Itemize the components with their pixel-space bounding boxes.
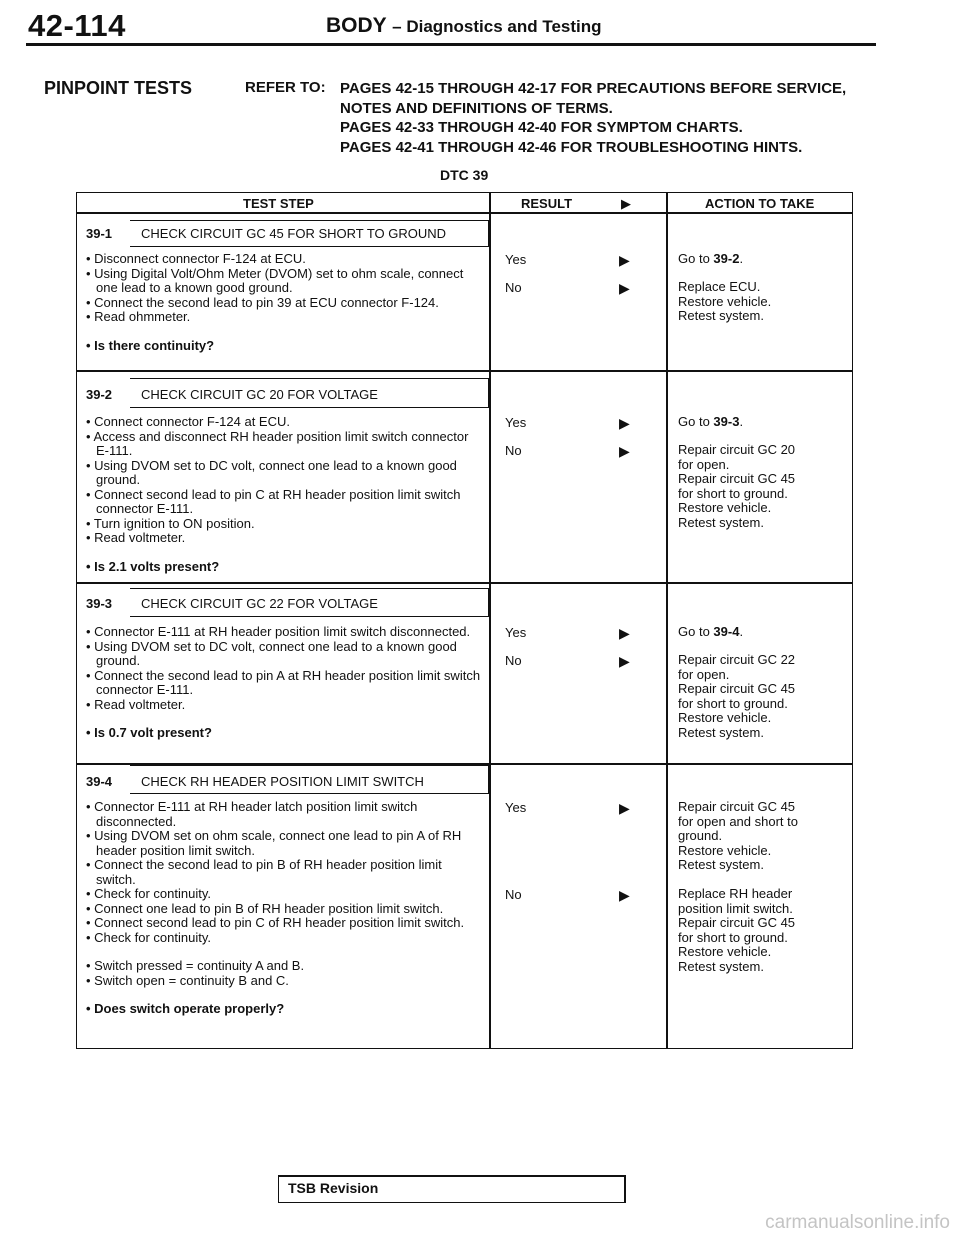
- row-divider: [76, 370, 853, 372]
- instruction-item: • Read voltmeter.: [86, 696, 186, 712]
- step-instructions: [86, 252, 481, 353]
- instruction-item: • Using DVOM set to DC volt, connect one lead to a known good ground.: [86, 638, 457, 668]
- refer-line: PAGES 42-41 THROUGH 42-46 FOR TROUBLESHOOTING HINTS.: [340, 138, 803, 156]
- action-suffix: .: [739, 414, 744, 429]
- step-title: CHECK CIRCUIT GC 22 FOR VOLTAGE: [141, 596, 378, 611]
- step-number: 39-4: [86, 774, 113, 789]
- step-instructions: [86, 800, 481, 1017]
- action-step-ref: 39-4: [713, 624, 740, 639]
- step-number: 39-2: [86, 387, 113, 402]
- step-title: CHECK CIRCUIT GC 20 FOR VOLTAGE: [141, 387, 378, 402]
- arrow-right-icon: ▶: [619, 625, 630, 641]
- instruction-item: • Check for continuity.: [86, 929, 211, 945]
- action-step-ref: 39-2: [713, 251, 740, 266]
- refer-line: NOTES AND DEFINITIONS OF TERMS.: [340, 99, 613, 117]
- instruction-item: • Read voltmeter.: [86, 530, 186, 545]
- refer-label: REFER TO:: [245, 79, 326, 96]
- column-header-test-step: TEST STEP: [243, 196, 314, 211]
- spacer: [86, 945, 481, 959]
- action-prefix: Go to: [678, 624, 714, 639]
- instruction-item: • Check for continuity.: [86, 886, 211, 901]
- arrow-right-icon: ▶: [619, 653, 630, 669]
- step-question: • Does switch operate properly?: [86, 1001, 285, 1016]
- instruction-item: • Connector E-111 at RH header position limit switch disconnected.: [86, 624, 471, 639]
- instruction-item: • Connect connector F-124 at ECU.: [86, 414, 290, 429]
- step-question: • Is 2.1 volts present?: [86, 558, 220, 574]
- step-number: 39-3: [86, 596, 113, 611]
- instruction-item: • Read ohmmeter.: [86, 309, 191, 324]
- action-text: Repair circuit GC 45 for open and short to ground. Restore vehicle. Retest system.: [678, 799, 798, 872]
- refer-line: PAGES 42-15 THROUGH 42-17 FOR PRECAUTIONS BEFORE SERVICE,: [340, 80, 847, 97]
- watermark: carmanualsonline.info: [765, 1212, 950, 1233]
- action-text: [678, 252, 846, 267]
- arrow-right-icon: ▶: [619, 415, 630, 431]
- column-header-arrow-icon: ▶: [621, 196, 631, 211]
- instruction-item: • Connector E-111 at RH header latch position limit switch disconnected.: [86, 799, 418, 829]
- instruction-item: • Connect one lead to pin B of RH header position limit switch.: [86, 900, 444, 916]
- page-number: 42-114: [28, 8, 126, 43]
- instruction-item: • Access and disconnect RH header position limit switch connector E-111.: [86, 428, 469, 458]
- instruction-item: • Using DVOM set on ohm scale, connect one lead to pin A of RH header position limit switch.: [86, 828, 462, 858]
- instruction-item: • Connect the second lead to pin A at RH header position limit switch connector E-111.: [86, 667, 481, 697]
- result-no: No: [505, 280, 522, 295]
- action-text: [678, 415, 846, 430]
- action-prefix: Go to: [678, 414, 714, 429]
- refer-list: [340, 79, 846, 157]
- column-divider: [666, 192, 668, 1049]
- step-question: • Is 0.7 volt present?: [86, 725, 212, 740]
- result-yes: Yes: [505, 625, 527, 640]
- instruction-item: • Connect second lead to pin C of RH header position limit switch.: [86, 915, 465, 930]
- section-title: PINPOINT TESTS: [44, 78, 193, 98]
- refer-line: PAGES 42-33 THROUGH 42-40 FOR SYMPTOM CHARTS.: [340, 119, 743, 136]
- action-text: [678, 625, 846, 640]
- instruction-item: • Using Digital Volt/Ohm Meter (DVOM) set to ohm scale, connect one lead to a known good ground.: [86, 265, 464, 295]
- step-number: 39-1: [86, 226, 113, 241]
- step-instructions: [86, 415, 481, 574]
- page-heading: [326, 14, 602, 38]
- arrow-right-icon: ▶: [619, 280, 630, 296]
- step-instructions: [86, 625, 481, 741]
- arrow-right-icon: ▶: [619, 800, 630, 816]
- step-title: CHECK CIRCUIT GC 45 FOR SHORT TO GROUND: [141, 226, 447, 241]
- row-divider: [76, 582, 853, 584]
- result-yes: Yes: [505, 252, 527, 267]
- tsb-revision-label: TSB Revision: [288, 1180, 379, 1196]
- action-text: Repair circuit GC 22 for open. Repair circuit GC 45 for short to ground. Restore vehicle. Retest system.: [678, 652, 796, 740]
- section-subtitle: – Diagnostics and Testing: [392, 17, 602, 36]
- result-yes: Yes: [505, 415, 527, 430]
- instruction-item: • Connect second lead to pin C at RH header position limit switch connector E-111.: [86, 486, 461, 516]
- note-item: • Switch open = continuity B and C.: [86, 972, 289, 988]
- column-header-action: ACTION TO TAKE: [705, 196, 815, 211]
- result-yes: Yes: [505, 800, 527, 815]
- action-text: Replace RH header position limit switch. Repair circuit GC 45 for short to ground. Restore vehicle. Retest system.: [678, 886, 796, 974]
- note-item: • Switch pressed = continuity A and B.: [86, 958, 305, 973]
- action-prefix: Go to: [678, 251, 714, 266]
- arrow-right-icon: ▶: [619, 887, 630, 903]
- result-no: No: [505, 887, 522, 902]
- action-suffix: .: [739, 624, 744, 639]
- instruction-item: • Turn ignition to ON position.: [86, 515, 255, 531]
- action-step-ref: 39-3: [713, 414, 740, 429]
- arrow-right-icon: ▶: [619, 252, 630, 268]
- instruction-item: • Using DVOM set to DC volt, connect one lead to a known good ground.: [86, 457, 457, 487]
- header-rule: [26, 43, 876, 46]
- column-divider: [489, 192, 491, 1049]
- column-header-result: RESULT: [521, 196, 573, 211]
- step-question: • Is there continuity?: [86, 337, 215, 353]
- dtc-label: DTC 39: [440, 167, 489, 183]
- result-no: No: [505, 443, 522, 458]
- instruction-item: • Connect the second lead to pin 39 at ECU connector F-124.: [86, 294, 439, 310]
- action-text: Replace ECU. Restore vehicle. Retest system.: [678, 279, 772, 323]
- instruction-item: • Disconnect connector F-124 at ECU.: [86, 251, 306, 266]
- instruction-item: • Connect the second lead to pin B of RH header position limit switch.: [86, 857, 442, 887]
- header-row-rule: [76, 212, 853, 214]
- action-text: Repair circuit GC 20 for open. Repair circuit GC 45 for short to ground. Restore vehicle. Retest system.: [678, 442, 796, 530]
- action-suffix: .: [739, 251, 744, 266]
- section-name: BODY: [326, 14, 387, 37]
- arrow-right-icon: ▶: [619, 443, 630, 459]
- result-no: No: [505, 653, 522, 668]
- step-title: CHECK RH HEADER POSITION LIMIT SWITCH: [141, 774, 424, 789]
